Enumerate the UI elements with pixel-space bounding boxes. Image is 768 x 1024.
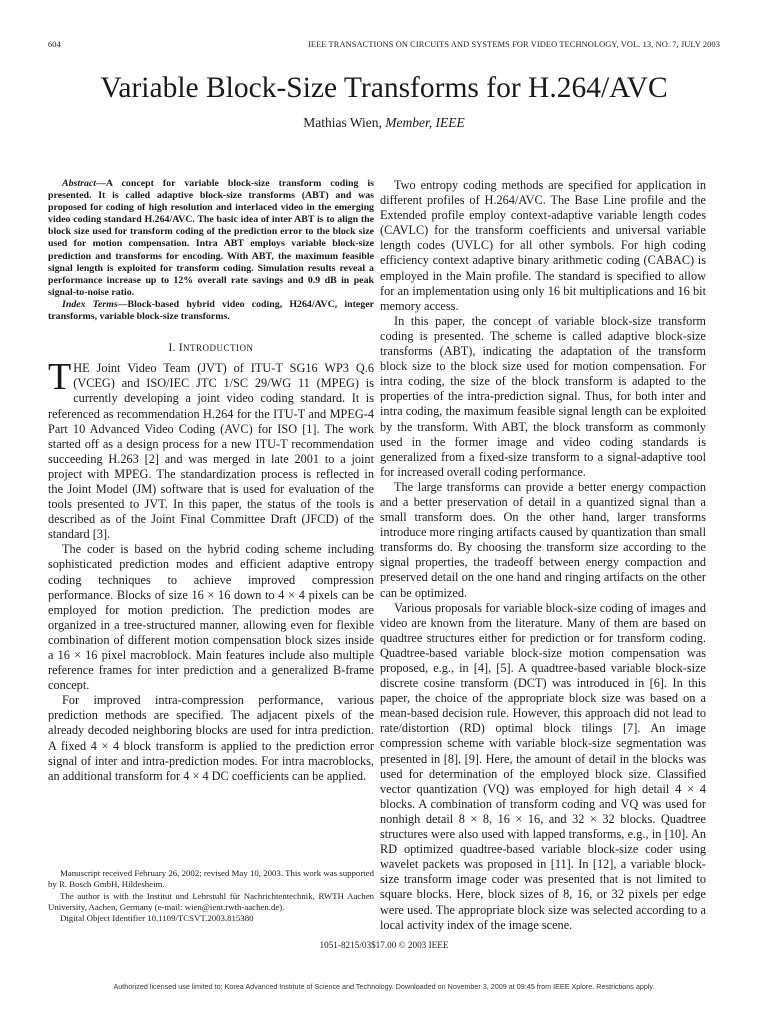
footnotes [48, 868, 374, 924]
copyright-line: 1051-8215/03$17.00 © 2003 IEEE [319, 940, 449, 950]
section-heading-introduction: I. INTRODUCTION [168, 342, 254, 355]
drop-cap: T [48, 356, 72, 399]
index-terms [48, 299, 374, 323]
right-column [380, 178, 706, 933]
paper-title: Variable Block-Size Transforms for H.264/AVC [100, 72, 668, 104]
license-notice: Authorized licensed use limited to: Korea Advanced Institute of Science and Technology. Downloaded on November 3, 2009 at 09:45 from IEEE Xplore. Restrictions apply. [113, 982, 655, 991]
right-paragraph-4: Various proposals for variable block-size coding of images and video are known from the literature. Many of them are based on quadtree structures either for prediction or for transform coding. Quadtree-based variable block-size motion compensation was proposed, e.g., in [4], [5]. A quadtree-based variable block-size discrete cosine transform (DCT) was introduced in [6]. In this paper, the choice of the appropriate block size was based on a mean-based decision rule. However, this approach did not lead to rate/distortion (RD) optimal block tilings [7]. An image compression scheme with variable block-size segmentation was presented in [8], [9]. Here, the amount of detail in the blocks was used for determination of the employed block size. Classified vector quantization (VQ) was employed for high detail 4 × 4 blocks. A combination of transform coding and VQ was used for nonhigh detail 8 × 8, 16 × 16, and 32 × 32 blocks. Quadtree structures were also used with lapped transforms, e.g., in [10]. An RD optimized quadtree-based variable block-size coder using wavelet packets was proposed in [11]. In [12], a variable block-size transform image coder was presented that is not limited to square blocks. Here, block sizes of 8, 16, or 32 pixels per edge were used. The appropriate block size was selected according to a local activity index of the image scene. [380, 600, 706, 932]
index-terms-label: Index Terms [62, 298, 118, 310]
intro-paragraph-2: The coder is based on the hybrid coding scheme including sophisticated prediction modes and efficient adaptive entropy coding techniques to achieve improved compression performance. Blocks of size 16 × 16 down to 4 × 4 pixels can be employed for motion prediction. The prediction modes are organized in a tree-structured manner, allowing even for flexible combination of different motion compensation block sizes inside a 16 × 16 pixel macroblock. Main features include also multiple reference frames for inter prediction and a generalized B-frame concept. [48, 542, 374, 693]
author-name: Mathias Wien, [303, 115, 382, 130]
right-paragraph-3: The large transforms can provide a better energy compaction and a better preservation of detail in a quantized signal than a small transform does. On the other hand, larger transforms introduce more ringing artifacts caused by quantization than small transforms do. By choosing the transform size according to the signal properties, the tradeoff between energy compaction and preserved detail on the one hand and ringing artifacts on the other can be optimized. [380, 479, 706, 600]
page-number: 604 [48, 40, 61, 49]
footnote-manuscript: Manuscript received February 26, 2002; revised May 10, 2003. This work was supported by R. Bosch GmbH, Hildesheim. [48, 868, 374, 890]
abstract [48, 178, 374, 299]
author-line [0, 115, 768, 131]
right-paragraph-1: Two entropy coding methods are specified for application in different profiles of H.264/AVC. The Base Line profile and the Extended profile employ context-adaptive variable length codes (CAVLC) for the transform coefficients and universal variable length codes (UVLC) for all other symbols. For high coding efficiency context adaptive binary arithmetic coding (CABAC) is employed in the Main profile. The standard is specified to allow for an implementation using only 16 bit multiplications and 16 bit memory access. [380, 178, 706, 313]
left-column [48, 178, 374, 784]
author-membership: Member, IEEE [385, 115, 465, 130]
intro-paragraph-1: THE Joint Video Team (JVT) of ITU-T SG16 WP3 Q.6 (VCEG) and ISO/IEC JTC 1/SC 29/WG 11 (MPEG) is currently developing a joint video coding standard. It is referenced as recommendation H.264 for the ITU-T and MPEG-4 Part 10 Advanced Video Coding (AVC) for ISO [1]. The work started off as a design process for a new ITU-T recommendation succeeding H.263 [2] and was merged in late 2001 to a joint project with MPEG. The standardization process is reflected in the Joint Model (JM) software that is used for evaluation of the tools presented to JVT. In this paper, the status of the tools is described as of the Joint Final Committee Draft (JFCD) of the standard [3]. [48, 356, 374, 542]
journal-header: IEEE TRANSACTIONS ON CIRCUITS AND SYSTEMS FOR VIDEO TECHNOLOGY, VOL. 13, NO. 7, JULY 2003 [307, 40, 720, 49]
footnote-doi: Digital Object Identifier 10.1109/TCSVT.2003.815380 [60, 913, 254, 924]
right-paragraph-2: In this paper, the concept of variable block-size transform coding is presented. The scheme is called adaptive block-size transforms (ABT), indicating the adaptation of the transform block size to the block size used for motion compensation. For intra coding, the size of the block transform is adapted to the properties of the intra-prediction signal. Thus, for both inter and intra coding, the maximum feasible signal length can be exploited by the transform. With ABT, the block transform as commonly used in the former image and video coding standards is generalized from a fixed-size transform to a signal-adaptive tool for increased overall coding performance. [380, 313, 706, 479]
abstract-text: —A concept for variable block-size transform coding is presented. It is called adaptive block-size transforms (ABT) and was proposed for coding of high resolution and interlaced video in the emerging video coding standard H.264/AVC. The basic idea of inter ABT is to align the block size used for transform coding of the prediction error to the block size used for motion compensation. Intra ABT employs variable block-size prediction and transforms for encoding. With ABT, the maximum feasible signal length is exploited for transform coding. Simulation results reveal a performance increase up to 12% overall rate savings and 0.9 dB in peak signal-to-noise ratio. [48, 178, 374, 298]
abstract-label: Abstract [62, 178, 97, 189]
intro-paragraph-3: For improved intra-compression performance, various prediction methods are specified. The adjacent pixels of the already decoded neighboring blocks are used for intra prediction. A fixed 4 × 4 block transform is applied to the prediction error signal of inter and intra-prediction modes. For intra macroblocks, an additional transform for 4 × 4 DC coefficients can be applied. [48, 693, 374, 783]
footnote-affiliation: The author is with the Institut und Lehrstuhl für Nachrichtentechnik, RWTH Aachen University, Aachen, Germany (e-mail: wien@ient.rwth-aachen.de). [48, 890, 374, 912]
index-terms-text: —Block-based hybrid video coding, H264/AVC, integer transforms, variable block-size transforms. [48, 298, 374, 323]
